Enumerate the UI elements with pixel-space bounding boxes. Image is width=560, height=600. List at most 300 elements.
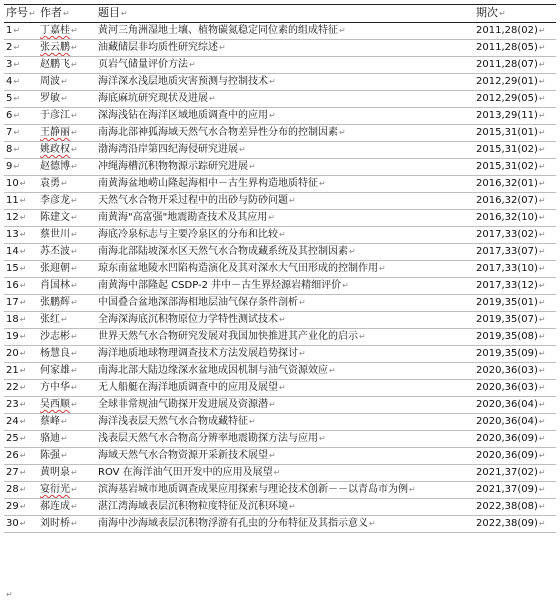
cell-author [38,23,96,40]
cell-author [38,227,96,244]
cell-end-mark: ↵ [279,383,286,392]
cell-end-mark: ↵ [71,400,78,409]
cell-end-mark: ↵ [538,281,546,290]
row-number: 27 [6,467,19,478]
cell-end-mark: ↵ [19,247,27,256]
cell-title [96,312,474,329]
cell-title [96,482,474,499]
paper-list-table [4,4,556,533]
header-author [38,5,96,23]
paper-title: 冲绳海槽沉积物物源示踪研究进展 [98,161,248,172]
table-row [4,465,556,482]
paper-title: 全球非常规油气勘探开发进展及资源潜 [98,399,268,410]
table-row [4,74,556,91]
cell-end-mark: ↵ [71,247,78,256]
cell-end-mark: ↵ [369,519,376,528]
cell-end-mark: ↵ [538,332,546,341]
issue-number: 2020,36(09) [476,433,538,444]
author-name: 何家雄 [40,365,70,376]
cell-author [38,278,96,295]
cell-title [96,125,474,142]
author-name: 沙志彬 [40,331,70,342]
issue-number: 2020,36(04) [476,399,538,410]
cell-author [38,397,96,414]
cell-author [38,295,96,312]
cell-issue [474,108,556,125]
cell-issue [474,74,556,91]
cell-no [4,499,38,516]
cell-no [4,125,38,142]
issue-number: 2013,29(11) [476,110,538,121]
row-number: 17 [6,297,19,308]
cell-issue [474,23,556,40]
cell-no [4,448,38,465]
author-name: 姚政权 [40,144,70,155]
paper-title: 海底冷泉标志与主要冷泉区的分布和比较 [98,229,278,240]
table-body [4,23,556,533]
table-row [4,125,556,142]
cell-no [4,465,38,482]
cell-author [38,499,96,516]
cell-author [38,40,96,57]
author-name: 蔡峰 [40,416,60,427]
cell-end-mark: ↵ [189,60,196,69]
cell-end-mark: ↵ [319,179,326,188]
cell-end-mark: ↵ [71,332,78,341]
cell-title [96,142,474,159]
issue-number: 2015,31(02) [476,161,538,172]
cell-author [38,312,96,329]
cell-title [96,380,474,397]
issue-number: 2011,28(05) [476,42,538,53]
cell-title [96,91,474,108]
cell-end-mark: ↵ [13,128,21,137]
author-name: 赵鹏飞 [40,59,70,70]
cell-no [4,346,38,363]
row-number: 1 [6,25,13,36]
paper-title: 全海深海底沉积物原位力学特性测试技术 [98,314,278,325]
table-row [4,261,556,278]
cell-issue [474,516,556,533]
cell-author [38,108,96,125]
cell-author [38,193,96,210]
cell-end-mark: ↵ [71,298,78,307]
cell-end-mark: ↵ [19,485,27,494]
cell-issue [474,125,556,142]
row-number: 26 [6,450,19,461]
issue-number: 2016,32(10) [476,212,538,223]
cell-end-mark: ↵ [19,281,27,290]
author-name: 骆迪 [40,433,60,444]
cell-end-mark: ↵ [71,366,78,375]
cell-end-mark: ↵ [19,366,27,375]
cell-end-mark: ↵ [19,468,27,477]
cell-end-mark: ↵ [19,196,27,205]
table-row [4,142,556,159]
table-row [4,397,556,414]
cell-end-mark: ↵ [342,281,349,290]
table-row [4,363,556,380]
table-row [4,278,556,295]
author-name: 张云鹏 [40,42,70,53]
cell-end-mark: ↵ [538,366,546,375]
cell-end-mark: ↵ [538,434,546,443]
cell-end-mark: ↵ [71,485,78,494]
table-row [4,448,556,465]
cell-no [4,23,38,40]
cell-end-mark: ↵ [299,298,306,307]
cell-end-mark: ↵ [19,332,27,341]
cell-issue [474,244,556,261]
cell-end-mark: ↵ [269,77,276,86]
row-number: 20 [6,348,19,359]
paper-title: 渤海湾沿岸第四纪海侵研究进展 [98,144,238,155]
issue-number: 2022,38(08) [476,501,538,512]
cell-no [4,74,38,91]
cell-end-mark: ↵ [209,94,216,103]
cell-end-mark: ↵ [61,451,68,460]
cell-end-mark: ↵ [19,434,27,443]
issue-number: 2015,31(01) [476,127,538,138]
author-name: 黄明泉 [40,467,70,478]
author-name: 肖国林 [40,280,70,291]
cell-title [96,363,474,380]
cell-end-mark: ↵ [538,196,546,205]
cell-end-mark: ↵ [339,128,346,137]
cell-end-mark: ↵ [538,60,546,69]
cell-issue [474,210,556,227]
author-name: 于彦江 [40,110,70,121]
cell-end-mark: ↵ [71,26,78,35]
issue-number: 2020,36(03) [476,365,538,376]
cell-title [96,346,474,363]
cell-author [38,74,96,91]
author-name: 王静丽 [40,127,70,138]
issue-number: 2021,37(09) [476,484,538,495]
row-number: 12 [6,212,19,223]
cell-end-mark: ↵ [538,485,546,494]
header-title [96,5,474,23]
table-row [4,227,556,244]
cell-issue [474,499,556,516]
cell-author [38,448,96,465]
cell-end-mark: ↵ [71,468,78,477]
author-name: 张迎朝 [40,263,70,274]
cell-title [96,397,474,414]
row-number: 2 [6,42,13,53]
issue-number: 2017,33(02) [476,229,538,240]
cell-end-mark: ↵ [538,111,546,120]
cell-end-mark: ↵ [538,145,546,154]
issue-number: 2017,33(12) [476,280,538,291]
cell-author [38,414,96,431]
cell-no [4,482,38,499]
cell-no [4,329,38,346]
paper-title: 中国叠合盆地深部海相地层油气保存条件剖析 [98,297,298,308]
author-name: 蔡世川 [40,229,70,240]
cell-title [96,278,474,295]
cell-end-mark: ↵ [249,162,256,171]
cell-author [38,380,96,397]
cell-end-mark: ↵ [409,485,416,494]
table-row [4,295,556,312]
cell-end-mark: ↵ [13,145,21,154]
paper-title: ROV 在海洋油气田开发中的应用及展望 [98,467,273,478]
paper-title: 海洋深水浅层地质灾害预测与控制技术 [98,76,268,87]
cell-end-mark: ↵ [249,417,256,426]
cell-no [4,278,38,295]
paper-title: 海域天然气水合物资源开采新技术展望 [98,450,268,461]
cell-end-mark: ↵ [19,383,27,392]
cell-author [38,363,96,380]
cell-end-mark: ↵ [71,264,78,273]
cell-end-mark: ↵ [538,519,546,528]
row-number: 28 [6,484,19,495]
cell-end-mark: ↵ [121,9,128,18]
cell-title [96,40,474,57]
row-number: 16 [6,280,19,291]
author-name: 刘时桥 [40,518,70,529]
cell-end-mark: ↵ [289,502,296,511]
header-title-label: 题目 [98,6,120,19]
cell-title [96,193,474,210]
row-number: 19 [6,331,19,342]
table-row [4,108,556,125]
cell-end-mark: ↵ [538,162,546,171]
cell-end-mark: ↵ [63,9,70,18]
cell-end-mark: ↵ [61,417,68,426]
cell-end-mark: ↵ [339,26,346,35]
row-number: 13 [6,229,19,240]
row-number: 25 [6,433,19,444]
cell-end-mark: ↵ [279,315,286,324]
table-row [4,346,556,363]
cell-end-mark: ↵ [71,230,78,239]
cell-title [96,499,474,516]
cell-end-mark: ↵ [71,349,78,358]
cell-end-mark: ↵ [13,60,21,69]
cell-no [4,40,38,57]
table-row [4,414,556,431]
cell-end-mark: ↵ [19,179,27,188]
paper-title: 海底麻坑研究现状及进展 [98,93,208,104]
cell-issue [474,431,556,448]
table-row [4,91,556,108]
author-name: 陈建文 [40,212,70,223]
cell-no [4,295,38,312]
cell-end-mark: ↵ [71,502,78,511]
cell-title [96,159,474,176]
paper-title: 深海浅钻在海洋区域地质调查中的应用 [98,110,268,121]
cell-author [38,329,96,346]
cell-end-mark: ↵ [538,383,546,392]
row-number: 9 [6,161,13,172]
row-number: 24 [6,416,19,427]
cell-title [96,227,474,244]
issue-number: 2020,36(04) [476,416,538,427]
cell-end-mark: ↵ [359,332,366,341]
cell-end-mark: ↵ [19,213,27,222]
paper-title: 无人船艇在海洋地质调查中的应用及展望 [98,382,278,393]
cell-end-mark: ↵ [71,281,78,290]
cell-end-mark: ↵ [239,145,246,154]
cell-title [96,244,474,261]
cell-no [4,57,38,74]
cell-title [96,448,474,465]
cell-end-mark: ↵ [19,298,27,307]
paper-title: 琼东南盆地陵水凹陷构造演化及其对深水大气田形成的控制作用 [98,263,378,274]
table-row [4,244,556,261]
cell-end-mark: ↵ [71,145,78,154]
cell-end-mark: ↵ [538,128,546,137]
cell-end-mark: ↵ [19,400,27,409]
issue-number: 2019,35(08) [476,331,538,342]
cell-no [4,414,38,431]
cell-author [38,57,96,74]
issue-number: 2019,35(01) [476,297,538,308]
issue-number: 2017,33(07) [476,246,538,257]
issue-number: 2017,33(10) [476,263,538,274]
cell-issue [474,482,556,499]
cell-end-mark: ↵ [538,213,546,222]
cell-author [38,244,96,261]
cell-end-mark: ↵ [71,111,78,120]
paper-title: 页岩气储量评价方法 [98,59,188,70]
cell-issue [474,414,556,431]
author-name: 张鹏辉 [40,297,70,308]
author-name: 杨慧良 [40,348,70,359]
table-row [4,329,556,346]
cell-end-mark: ↵ [19,502,27,511]
cell-author [38,125,96,142]
row-number: 6 [6,110,13,121]
paper-title: 南黄海盆地崂山隆起海相中－古生界构造地质特征 [98,178,318,189]
header-issue-label: 期次 [476,6,498,19]
cell-issue [474,329,556,346]
cell-end-mark: ↵ [538,349,546,358]
cell-issue [474,397,556,414]
issue-number: 2012,29(01) [476,76,538,87]
issue-number: 2022,38(09) [476,518,538,529]
cell-no [4,176,38,193]
author-name: 郝连成 [40,501,70,512]
table-row [4,499,556,516]
cell-end-mark: ↵ [13,26,21,35]
cell-no [4,91,38,108]
cell-end-mark: ↵ [538,298,546,307]
cell-title [96,516,474,533]
issue-number: 2011,28(02) [476,25,538,36]
cell-end-mark: ↵ [71,162,78,171]
cell-issue [474,91,556,108]
cell-end-mark: ↵ [538,230,546,239]
cell-end-mark: ↵ [71,383,78,392]
cell-title [96,414,474,431]
cell-no [4,312,38,329]
cell-issue [474,159,556,176]
paragraph-end-mark: ↵ [6,590,13,599]
cell-title [96,176,474,193]
cell-issue [474,465,556,482]
cell-no [4,244,38,261]
cell-title [96,329,474,346]
cell-end-mark: ↵ [499,9,506,18]
cell-end-mark: ↵ [71,128,78,137]
table-row [4,210,556,227]
cell-end-mark: ↵ [538,451,546,460]
cell-end-mark: ↵ [19,315,27,324]
author-name: 周波 [40,76,60,87]
cell-end-mark: ↵ [19,417,27,426]
cell-end-mark: ↵ [349,247,356,256]
table-row [4,57,556,74]
cell-end-mark: ↵ [299,349,306,358]
header-author-label: 作者 [40,6,62,19]
cell-end-mark: ↵ [538,94,546,103]
cell-no [4,516,38,533]
cell-issue [474,363,556,380]
issue-number: 2020,36(03) [476,382,538,393]
row-number: 15 [6,263,19,274]
paper-title: 油藏储层非均质性研究综述 [98,42,218,53]
author-name: 苏丕波 [40,246,70,257]
paper-title: 天然气水合物开采过程中的出砂与防砂问题 [98,195,288,206]
table-row [4,482,556,499]
cell-no [4,193,38,210]
cell-end-mark: ↵ [13,94,21,103]
author-name: 赵德博 [40,161,70,172]
table-row [4,380,556,397]
row-number: 3 [6,59,13,70]
row-number: 29 [6,501,19,512]
cell-title [96,23,474,40]
author-name: 宴衍光 [40,484,70,495]
cell-issue [474,380,556,397]
cell-end-mark: ↵ [268,213,275,222]
paper-title: 南海中沙海域表层沉积物浮游有孔虫的分布特征及其指示意义 [98,518,368,529]
author-name: 陈强 [40,450,60,461]
author-name: 张红 [40,314,60,325]
cell-no [4,227,38,244]
cell-no [4,261,38,278]
header-issue [474,5,556,23]
document-page [4,4,556,533]
cell-issue [474,40,556,57]
issue-number: 2020,36(09) [476,450,538,461]
cell-no [4,431,38,448]
cell-end-mark: ↵ [538,400,546,409]
cell-end-mark: ↵ [13,77,21,86]
cell-end-mark: ↵ [13,111,21,120]
cell-end-mark: ↵ [61,315,68,324]
table-row [4,23,556,40]
cell-title [96,295,474,312]
cell-end-mark: ↵ [538,315,546,324]
cell-end-mark: ↵ [29,9,36,18]
cell-end-mark: ↵ [273,468,281,477]
cell-end-mark: ↵ [289,196,296,205]
cell-end-mark: ↵ [538,43,546,52]
paper-title: 黄河三角洲湿地土壤、植物碳氮稳定同位素的组成特征 [98,25,338,36]
cell-title [96,57,474,74]
cell-issue [474,448,556,465]
cell-end-mark: ↵ [61,434,68,443]
table-row [4,176,556,193]
table-row [4,312,556,329]
cell-no [4,397,38,414]
row-number: 5 [6,93,13,104]
cell-author [38,465,96,482]
